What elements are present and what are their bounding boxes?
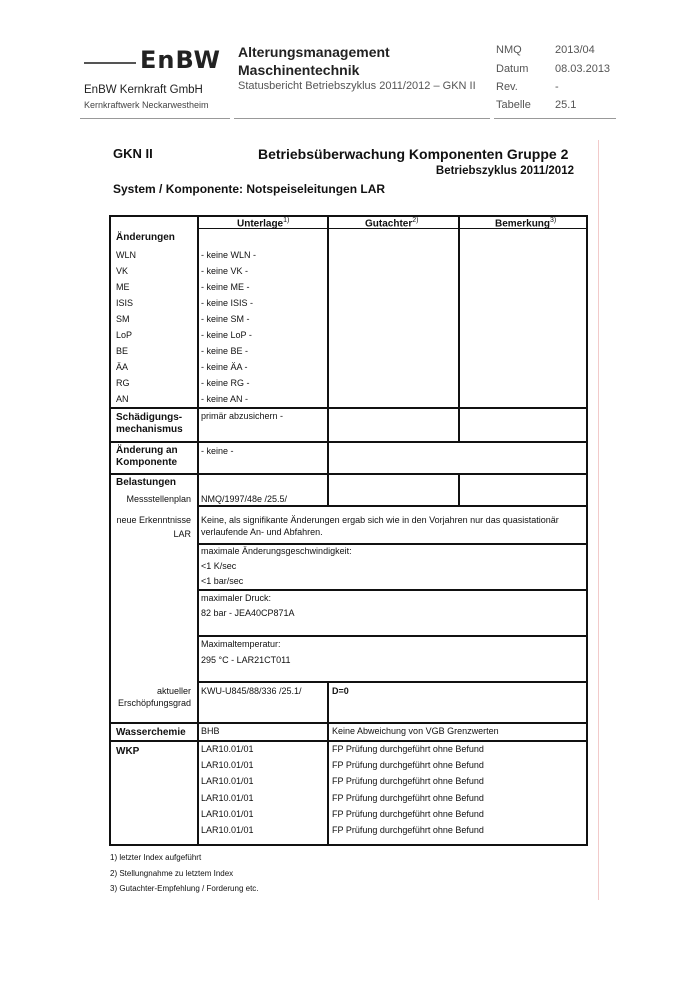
druck-label: maximaler Druck: <box>201 593 272 603</box>
header-rule-right <box>494 118 616 119</box>
company-logo: EnBW <box>140 46 221 74</box>
meta-key-tabelle: Tabelle <box>496 99 531 111</box>
footnote-1: 1) letzter Index aufgeführt <box>110 853 202 862</box>
druck-value: 82 bar - JEA40CP871A <box>201 608 295 618</box>
meta-value-nmq: 2013/04 <box>555 44 595 56</box>
aenderungsgeschw-value-1: <1 K/sec <box>201 561 237 571</box>
wkp-value: FP Prüfung durchgeführt ohne Befund <box>332 744 484 754</box>
wkp-ref: LAR10.01/01 <box>201 793 254 803</box>
col-divider-2-lower <box>327 682 329 844</box>
status-table <box>109 215 588 846</box>
aenderung-code: ME <box>116 282 130 292</box>
aenderung-value: - keine ME - <box>201 282 250 292</box>
meta-value-rev: - <box>555 81 559 93</box>
logo-line <box>84 62 136 64</box>
aenderung-value: - keine WLN - <box>201 250 257 260</box>
belastungen-rule <box>197 505 586 507</box>
wkp-ref: LAR10.01/01 <box>201 776 254 786</box>
erschoepf-label-l1: aktueller <box>156 686 191 696</box>
wkp-value: FP Prüfung durchgeführt ohne Befund <box>332 793 484 803</box>
aenderung-value: - keine ISIS - <box>201 298 254 308</box>
section-wasserchemie: Wasserchemie <box>116 727 186 738</box>
erkenntnisse-text-l2: verlaufende An- und Abfahren. <box>201 527 323 537</box>
aenderungsgeschw-label: maximale Änderungsgeschwindigkeit: <box>201 546 352 556</box>
section-belastungen: Belastungen <box>116 477 177 488</box>
meta-value-datum: 08.03.2013 <box>555 63 611 75</box>
belastungen-rule <box>197 543 586 545</box>
doc-title: Betriebsüberwachung Komponenten Gruppe 2 <box>258 146 569 162</box>
wkp-value: FP Prüfung durchgeführt ohne Befund <box>332 825 484 835</box>
doc-cycle: Betriebszyklus 2011/2012 <box>435 165 574 177</box>
meta-key-datum: Datum <box>496 63 529 75</box>
doc-unit: GKN II <box>113 146 153 161</box>
aenderung-code: WLN <box>116 250 136 260</box>
footnote-3: 3) Gutachter-Empfehlung / Forderung etc. <box>110 884 259 893</box>
meta-key-nmq: NMQ <box>496 44 522 56</box>
aenderung-value: - keine VK - <box>201 266 249 276</box>
doc-system: System / Komponente: Notspeiseleitungen LAR <box>113 182 386 196</box>
belastungen-rule <box>197 589 586 591</box>
aenderung-value: - keine AN - <box>201 394 249 404</box>
wkp-value: FP Prüfung durchgeführt ohne Befund <box>332 776 484 786</box>
wkp-value: FP Prüfung durchgeführt ohne Befund <box>332 809 484 819</box>
margin-mark <box>598 140 599 900</box>
temp-value: 295 °C - LAR21CT011 <box>201 655 291 665</box>
site-name: Kernkraftwerk Neckarwestheim <box>84 100 209 110</box>
header-title-line2: Maschinentechnik <box>238 62 360 78</box>
section-aend-komp-l1: Änderung an <box>116 445 178 456</box>
messstellenplan-label: Messstellenplan <box>126 494 191 504</box>
header-rule-middle <box>234 118 490 119</box>
header-rule-left <box>80 118 230 119</box>
wkp-ref: LAR10.01/01 <box>201 760 254 770</box>
section-rule <box>111 441 586 443</box>
section-schaedigung-l1: Schädigungs- <box>116 412 183 423</box>
meta-key-rev: Rev. <box>496 81 518 93</box>
aenderung-value: - keine ÄA - <box>201 362 248 372</box>
col-divider-1 <box>197 217 199 844</box>
section-rule <box>111 407 586 409</box>
col-header-bemerkung: Bemerkung$^{3)}$ <box>495 217 557 230</box>
schaedigung-value: primär abzusichern - <box>201 411 284 421</box>
belastungen-rule <box>197 635 586 637</box>
aenderung-value: - keine LoP - <box>201 330 252 340</box>
erschoepf-value: D=0 <box>332 686 349 696</box>
section-rule <box>111 722 586 724</box>
aenderungsgeschw-value-2: <1 bar/sec <box>201 576 244 586</box>
aenderung-code: ÄA <box>116 362 129 372</box>
section-aend-komp-l2: Komponente <box>116 457 178 468</box>
aenderung-value: - keine BE - <box>201 346 249 356</box>
temp-label: Maximaltemperatur: <box>201 639 281 649</box>
wkp-ref: LAR10.01/01 <box>201 809 254 819</box>
aenderung-code: BE <box>116 346 129 356</box>
header-title-line1: Alterungsmanagement <box>238 44 390 60</box>
section-rule <box>111 740 586 742</box>
wkp-value: FP Prüfung durchgeführt ohne Befund <box>332 760 484 770</box>
erkenntnisse-text-l1: Keine, als signifikante Änderungen ergab sich wie in den Vorjahren nur das quasistationär <box>201 515 559 525</box>
wkp-ref: LAR10.01/01 <box>201 825 254 835</box>
aenderung-code: VK <box>116 266 129 276</box>
messstellenplan-value: NMQ/1997/48e /25.5/ <box>201 494 288 504</box>
aenderung-code: AN <box>116 394 129 404</box>
section-rule <box>111 473 586 475</box>
wkp-ref: LAR10.01/01 <box>201 744 254 754</box>
erschoepf-label-l2: Erschöpfungsgrad <box>117 698 191 708</box>
col-header-gutachter: Gutachter$^{2)}$ <box>365 217 419 230</box>
footnote-2: 2) Stellungnahme zu letztem Index <box>110 869 234 878</box>
belastungen-rule <box>197 681 586 683</box>
erkenntnisse-label-l2: LAR <box>173 529 191 539</box>
header-subtitle: Statusbericht Betriebszyklus 2011/2012 – GKN II <box>238 80 476 92</box>
aenderung-code: SM <box>116 314 130 324</box>
aenderung-value: - keine SM - <box>201 314 250 324</box>
section-schaedigung-l2: mechanismus <box>116 424 183 435</box>
aenderung-code: RG <box>116 378 130 388</box>
aenderung-value: - keine RG - <box>201 378 250 388</box>
wasser-ref: BHB <box>201 726 220 736</box>
erkenntnisse-label-l1: neue Erkenntnisse <box>116 515 191 525</box>
aend-komp-value: - keine - <box>201 446 234 456</box>
erschoepf-ref: KWU-U845/88/336 /25.1/ <box>201 686 302 696</box>
section-wkp: WKP <box>116 746 140 757</box>
col-divider-3 <box>458 217 460 441</box>
aenderung-code: ISIS <box>116 298 134 308</box>
col-divider-3-lower <box>458 473 460 505</box>
section-aenderungen: Änderungen <box>116 232 175 243</box>
aenderung-code: LoP <box>116 330 133 340</box>
wasser-value: Keine Abweichung von VGB Grenzwerten <box>332 726 499 736</box>
col-header-unterlage: Unterlage$^{1)}$ <box>237 217 290 230</box>
col-divider-2 <box>327 217 329 505</box>
company-name: EnBW Kernkraft GmbH <box>84 84 203 96</box>
meta-value-tabelle: 25.1 <box>555 99 577 111</box>
